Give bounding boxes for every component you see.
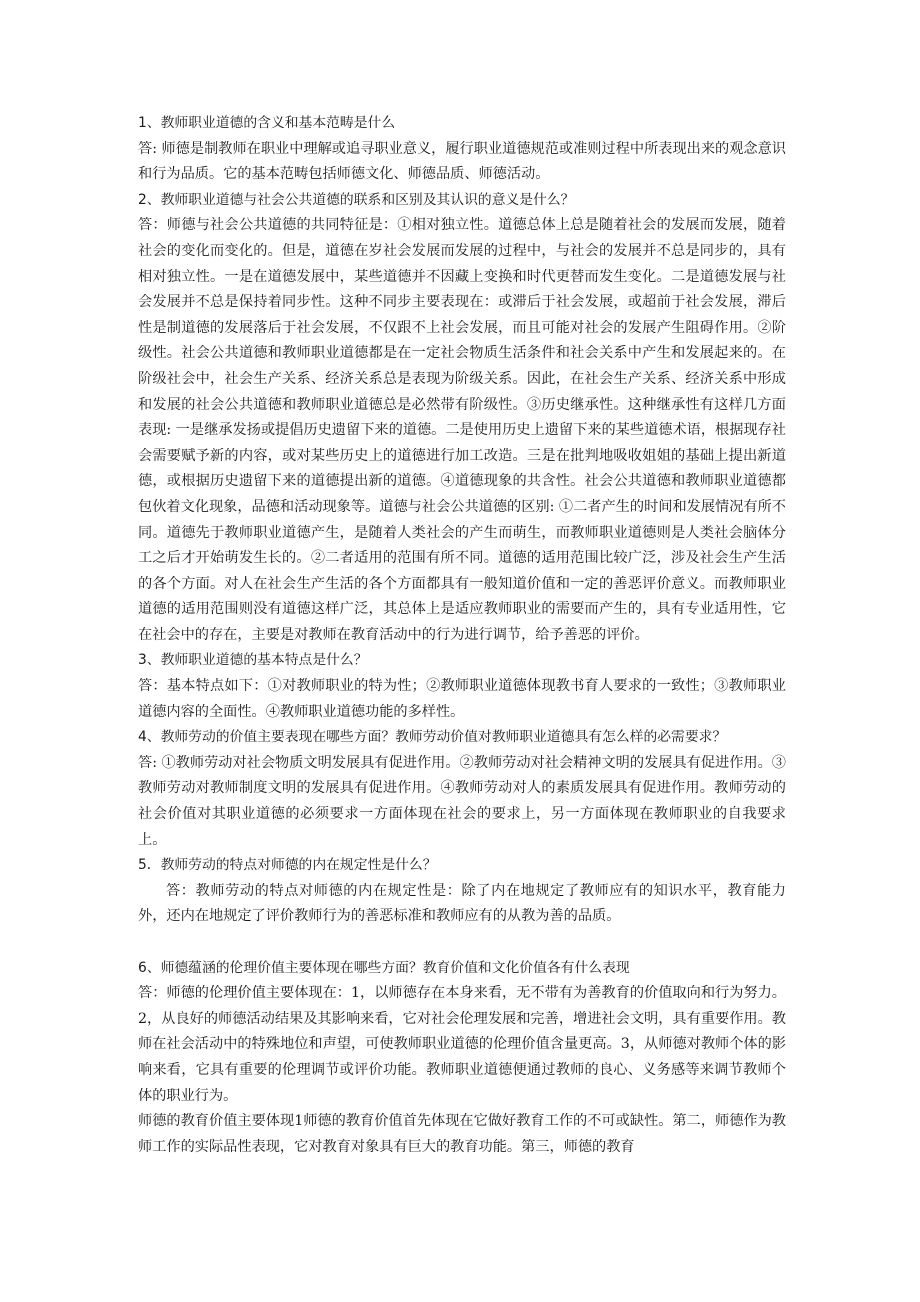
question-4: 4、教师劳动的价值主要表现在哪些方面？教师劳动价值对教师职业道德具有怎么样的必需要求？ (138, 729, 727, 746)
question-3: 3、教师职业道德的基本特点是什么？ (138, 652, 368, 669)
blank-line (138, 930, 786, 956)
answer-4: 答: ①教师劳动对社会物质文明发展具有促进作用。②教师劳动对社会精神文明的发展具有促进作用。③教师劳动对教师制度文明的发展具有促进作用。④教师劳动对人的素质发展具有促进作用。教师劳动的社会价值对其职业道德的必须要求一方面体现在社会的要求上，另一方面体现在教师职业的自我要求上。 (138, 754, 786, 848)
answer-6: 答：师德的伦理价值主要体现在：1，以师德存在本身来看，无不带有为善教育的价值取向和行为努力。2，从良好的师德活动结果及其影响来看，它对社会伦理发展和完善，增进社会文明，具有重要作用。教师在社会活动中的特殊地位和声望，可使教师职业道德的伦理价值含量更高。3，从师德对教师个体的影响来看，它具有重要的伦理调节或评价功能。教师职业道德便通过教师的良心、义务感等来调节教师个体的职业行为。 (138, 985, 786, 1104)
question-2: 2、教师职业道德与社会公共道德的联系和区别及其认识的意义是什么？ (138, 191, 575, 208)
answer-5: 答：教师劳动的特点对师德的内在规定性是：除了内在地规定了教师应有的知识水平，教育能力外，还内在地规定了评价教师行为的善恶标准和教师应有的从教为善的品质。 (138, 882, 786, 925)
answer-3: 答：基本特点如下：①对教师职业的特为性；②教师职业道德体现教书育人要求的一致性；③教师职业道德内容的全面性。④教师职业道德功能的多样性。 (138, 678, 786, 720)
question-1: 1、教师职业道德的含义和基本范畴是什么 (138, 115, 396, 131)
answer-1: 答: 师德是制教师在职业中理解或追寻职业意义，履行职业道德规范或准则过程中所表现出来的观念意识和行为品质。它的基本范畴包括师德文化、师德品质、师德活动。 (138, 140, 786, 183)
question-6: 6、师德蕴涵的伦理价值主要体现在哪些方面？教育价值和文化价值各有什么表现 (138, 959, 630, 976)
answer-2: 答：师德与社会公共道德的共同特征是：①相对独立性。道德总体上总是随着社会的发展而发展，随着社会的变化而变化的。但是，道德在岁社会发展而发展的过程中，与社会的发展并不总是同步的，具有相对独立性。一是在道德发展中，某些道德并不因藏上变换和时代更替而发生变化。二是道德发展与社会发展并不总是保持着同步性。这种不同步主要表现在：或滞后于社会发展，或超前于社会发展，滞后性是制道德的发展落后于社会发展，不仅跟不上社会发展，而且可能对社会的发展产生阻碍作用。②阶级性。社会公共道德和教师职业道德都是在一定社会物质生活条件和社会关系中产生和发展起来的。在阶级社会中，社会生产关系、经济关系总是表现为阶级关系。因此，在社会生产关系、经济关系中形成和发展的社会公共道德和教师职业道德总是必然带有阶级性。③历史继承性。这种继承性有这样几方面表现: 一是继承发扬或提倡历史遗留下来的道德。二是使用历史上遗留下来的某些道德术语，根据现存社会需要赋予新的内容，或对某些历史上的道德进行加工改造。三是在批判地吸收姐姐的基础上提出新道德，或根据历史遗留下来的道德提出新的道德。④道德现象的共含性。社会公共道德和教师职业道德都包伙着文化现象，品德和活动现象等。道德与社会公共道德的区别: ①二者产生的时间和发展情况有所不同。道德先于教师职业道德产生，是随着人类社会的产生而萌生，而教师职业道德则是人类社会脑体分工之后才开始萌发生长的。②二者适用的范围有所不同。道德的适用范围比较广泛，涉及社会生产生活的各个方面。对人在社会生产生活的各个方面都具有一般知道价值和一定的善恶评价意义。而教师职业道德的适用范围则没有道德这样广泛，其总体上是适应教师职业的需要而产生的，具有专业适用性，它在社会中的存在，主要是对教师在教育活动中的行为进行调节，给予善恶的评价。 (138, 217, 786, 643)
answer-6-continued: 师德的教育价值主要体现1师德的教育价值首先体现在它做好教育工作的不可或缺性。第二，师德作为教师工作的实际品性表现，它对教育对象具有巨大的教育功能。第三，师德的教育 (138, 1113, 786, 1155)
document-body (138, 111, 786, 1160)
question-5: 5．教师劳动的特点对师德的内在规定性是什么？ (138, 857, 437, 874)
